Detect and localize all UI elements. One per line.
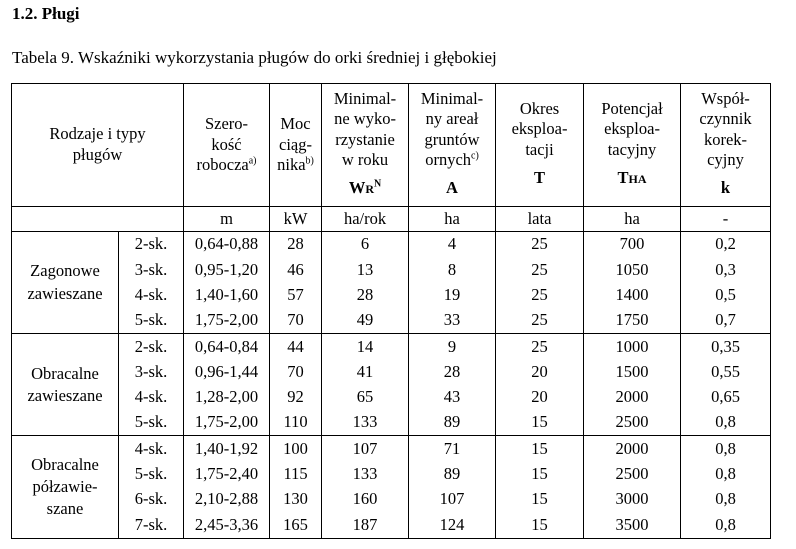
cell-power: 115 xyxy=(270,462,322,487)
cell-coef: 0,65 xyxy=(681,385,771,410)
cell-period: 20 xyxy=(496,385,584,410)
cell-min-use: 133 xyxy=(322,410,409,436)
cell-min-use: 187 xyxy=(322,512,409,538)
cell-power: 57 xyxy=(270,283,322,308)
cell-width: 0,96-1,44 xyxy=(184,359,270,384)
cell-period: 15 xyxy=(496,410,584,436)
cell-potential: 2000 xyxy=(584,436,681,462)
cell-coef: 0,3 xyxy=(681,257,771,282)
header-min-area xyxy=(409,84,496,207)
cell-coef: 0,7 xyxy=(681,308,771,334)
cell-power: 46 xyxy=(270,257,322,282)
header-power xyxy=(270,84,322,207)
cell-period: 25 xyxy=(496,257,584,282)
cell-min-use: 107 xyxy=(322,436,409,462)
header-min-use xyxy=(322,84,409,207)
unit-potential: ha xyxy=(584,207,681,232)
cell-body-count: 2-sk. xyxy=(119,334,184,360)
header-potential xyxy=(584,84,681,207)
header-power-note: b) xyxy=(305,155,314,167)
table-row xyxy=(12,359,771,384)
units-blank xyxy=(12,207,119,232)
cell-min-use: 160 xyxy=(322,487,409,512)
cell-power: 70 xyxy=(270,308,322,334)
header-width xyxy=(184,84,270,207)
table-row xyxy=(12,283,771,308)
table-row xyxy=(12,462,771,487)
unit-power: kW xyxy=(270,207,322,232)
cell-width: 1,75-2,00 xyxy=(184,410,270,436)
table-row xyxy=(12,512,771,538)
table-caption: Tabela 9. Wskaźniki wykorzystania pługów do orki średniej i głębokiej xyxy=(12,48,497,67)
cell-body-count: 5-sk. xyxy=(119,410,184,436)
cell-min-area: 71 xyxy=(409,436,496,462)
header-width-note: a) xyxy=(248,155,257,167)
cell-width: 1,40-1,60 xyxy=(184,283,270,308)
cell-min-use: 65 xyxy=(322,385,409,410)
cell-body-count: 4-sk. xyxy=(119,436,184,462)
header-row xyxy=(12,84,771,207)
cell-period: 25 xyxy=(496,232,584,258)
cell-body-count: 6-sk. xyxy=(119,487,184,512)
header-period xyxy=(496,84,584,207)
cell-potential: 1400 xyxy=(584,283,681,308)
cell-body-count: 5-sk. xyxy=(119,308,184,334)
cell-potential: 1750 xyxy=(584,308,681,334)
cell-potential: 1050 xyxy=(584,257,681,282)
cell-min-use: 41 xyxy=(322,359,409,384)
cell-width: 1,75-2,40 xyxy=(184,462,270,487)
cell-min-area: 8 xyxy=(409,257,496,282)
header-types: Rodzaje i typy pługów xyxy=(12,84,184,207)
cell-potential: 2500 xyxy=(584,410,681,436)
group-name: Zagonowe zawieszane xyxy=(12,232,119,334)
cell-min-area: 28 xyxy=(409,359,496,384)
cell-min-area: 19 xyxy=(409,283,496,308)
cell-min-use: 49 xyxy=(322,308,409,334)
table-row xyxy=(12,257,771,282)
cell-min-use: 133 xyxy=(322,462,409,487)
cell-coef: 0,8 xyxy=(681,436,771,462)
table-row xyxy=(12,334,771,360)
cell-power: 92 xyxy=(270,385,322,410)
cell-min-area: 124 xyxy=(409,512,496,538)
cell-min-use: 28 xyxy=(322,283,409,308)
unit-period: lata xyxy=(496,207,584,232)
cell-period: 25 xyxy=(496,283,584,308)
cell-potential: 1000 xyxy=(584,334,681,360)
cell-width: 0,95-1,20 xyxy=(184,257,270,282)
table-row xyxy=(12,385,771,410)
unit-min-area: ha xyxy=(409,207,496,232)
table-row xyxy=(12,410,771,436)
cell-min-area: 89 xyxy=(409,462,496,487)
cell-min-area: 9 xyxy=(409,334,496,360)
header-potential-symbol: THA xyxy=(617,167,647,187)
cell-period: 20 xyxy=(496,359,584,384)
header-potential-label: Potencjał eksploa- tacyjny xyxy=(601,98,663,160)
table-row xyxy=(12,232,771,258)
cell-period: 15 xyxy=(496,436,584,462)
cell-potential: 1500 xyxy=(584,359,681,384)
cell-coef: 0,8 xyxy=(681,487,771,512)
cell-min-area: 33 xyxy=(409,308,496,334)
table-row xyxy=(12,308,771,334)
cell-min-use: 13 xyxy=(322,257,409,282)
cell-power: 165 xyxy=(270,512,322,538)
cell-width: 0,64-0,88 xyxy=(184,232,270,258)
header-min-use-symbol: $WR^N$ xyxy=(348,178,382,198)
cell-potential: 2500 xyxy=(584,462,681,487)
header-width-label: Szero- kość robocza xyxy=(196,114,249,175)
table-row xyxy=(12,436,771,462)
cell-potential: 3500 xyxy=(584,512,681,538)
cell-min-use: 6 xyxy=(322,232,409,258)
header-min-area-label: Minimal- ny areał gruntów ornych xyxy=(420,88,484,170)
cell-coef: 0,8 xyxy=(681,462,771,487)
cell-period: 15 xyxy=(496,512,584,538)
cell-coef: 0,8 xyxy=(681,410,771,436)
header-min-area-note: c) xyxy=(471,150,479,162)
group-name: Obracalne zawieszane xyxy=(12,334,119,436)
header-coef-symbol: k xyxy=(720,178,731,198)
cell-body-count: 3-sk. xyxy=(119,359,184,384)
header-power-label: Moc ciąg- nika xyxy=(277,114,312,175)
cell-width: 2,10-2,88 xyxy=(184,487,270,512)
cell-period: 15 xyxy=(496,462,584,487)
cell-min-area: 107 xyxy=(409,487,496,512)
cell-potential: 3000 xyxy=(584,487,681,512)
cell-body-count: 4-sk. xyxy=(119,283,184,308)
cell-coef: 0,2 xyxy=(681,232,771,258)
cell-width: 1,40-1,92 xyxy=(184,436,270,462)
cell-coef: 0,55 xyxy=(681,359,771,384)
cell-width: 1,75-2,00 xyxy=(184,308,270,334)
units-blank xyxy=(119,207,184,232)
group-name: Obracalne półzawie- szane xyxy=(12,436,119,538)
header-coef-label: Współ- czynnik korek- cyjny xyxy=(699,88,752,170)
cell-power: 110 xyxy=(270,410,322,436)
units-row xyxy=(12,207,771,232)
plough-table xyxy=(11,83,771,539)
cell-min-use: 14 xyxy=(322,334,409,360)
cell-width: 0,64-0,84 xyxy=(184,334,270,360)
section-title: 1.2. Pługi xyxy=(12,4,80,23)
cell-body-count: 5-sk. xyxy=(119,462,184,487)
unit-width: m xyxy=(184,207,270,232)
header-min-use-label: Minimal- ne wyko- rzystanie w roku xyxy=(333,88,397,170)
cell-power: 100 xyxy=(270,436,322,462)
cell-width: 2,45-3,36 xyxy=(184,512,270,538)
cell-period: 25 xyxy=(496,308,584,334)
cell-body-count: 7-sk. xyxy=(119,512,184,538)
unit-coef: - xyxy=(681,207,771,232)
cell-period: 15 xyxy=(496,487,584,512)
cell-potential: 2000 xyxy=(584,385,681,410)
cell-body-count: 4-sk. xyxy=(119,385,184,410)
cell-power: 70 xyxy=(270,359,322,384)
table-row xyxy=(12,487,771,512)
cell-width: 1,28-2,00 xyxy=(184,385,270,410)
unit-min-use: ha/rok xyxy=(322,207,409,232)
cell-coef: 0,8 xyxy=(681,512,771,538)
header-min-area-symbol: A xyxy=(446,178,458,198)
cell-min-area: 89 xyxy=(409,410,496,436)
cell-power: 44 xyxy=(270,334,322,360)
cell-min-area: 43 xyxy=(409,385,496,410)
header-period-label: Okres eksploa- tacji xyxy=(511,98,568,160)
cell-potential: 700 xyxy=(584,232,681,258)
cell-power: 130 xyxy=(270,487,322,512)
cell-coef: 0,35 xyxy=(681,334,771,360)
header-period-symbol: T xyxy=(534,167,546,187)
header-coef xyxy=(681,84,771,207)
cell-coef: 0,5 xyxy=(681,283,771,308)
cell-period: 25 xyxy=(496,334,584,360)
cell-body-count: 3-sk. xyxy=(119,257,184,282)
cell-power: 28 xyxy=(270,232,322,258)
cell-min-area: 4 xyxy=(409,232,496,258)
cell-body-count: 2-sk. xyxy=(119,232,184,258)
